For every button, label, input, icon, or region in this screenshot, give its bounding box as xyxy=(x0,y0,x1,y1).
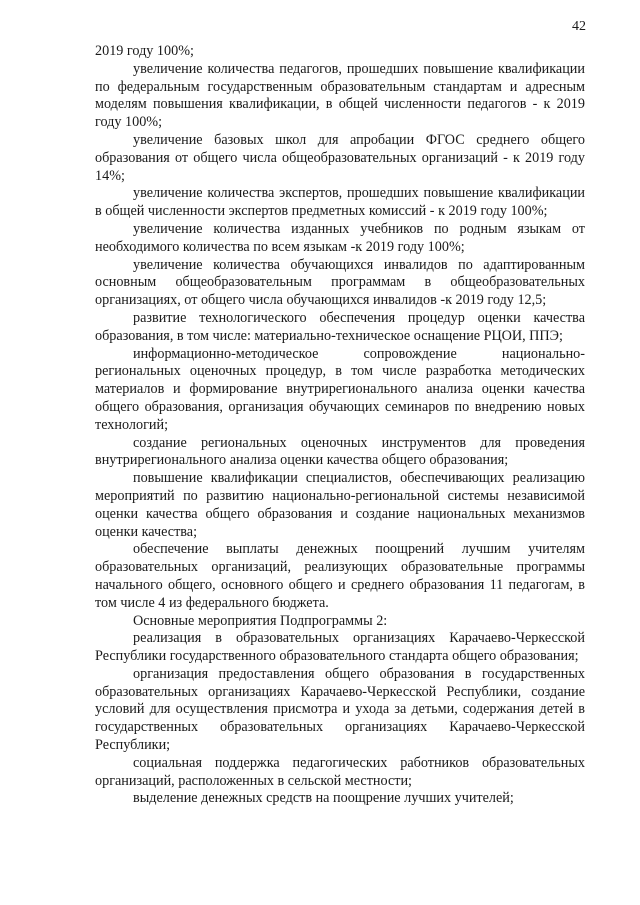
paragraph-textbooks: увеличение количества изданных учебников по родным языкам от необходимого количества по всем языкам -к 2019 году 100%; xyxy=(95,220,585,255)
paragraph-experts: увеличение количества экспертов, прошедших повышение квалификации в общей численности экспертов предметных комиссий - к 2019 году 100%; xyxy=(95,185,585,220)
section-heading-subprogram-2: Основные мероприятия Подпрограммы 2: xyxy=(133,612,388,629)
paragraph-teacher-awards: обеспечение выплаты денежных поощрений лучшим учителям образовательных организаций, реализующих образовательные программы начального общего, основного общего и среднего образования 11 педагогам, в том числе 4 из федерального бюджета. xyxy=(95,541,585,611)
paragraph-social-support: социальная поддержка педагогических работников образовательных организаций, расположенных в сельской местности; xyxy=(95,754,585,789)
paragraph-general-education: организация предоставления общего образования в государственных образовательных организациях Карачаево-Черкесской Республики, создание условий для осуществления присмотра и ухода за детьми, содержания детей в государственных образовательных организациях Карачаево-Черкесской Республики; xyxy=(95,665,585,754)
paragraph-funding: выделение денежных средств на поощрение лучших учителей; xyxy=(133,790,514,807)
paragraph-technology: развитие технологического обеспечения процедур оценки качества образования, в том числе: материально-техническое оснащение РЦОИ, ППЭ; xyxy=(95,309,585,344)
paragraph-continuation: 2019 году 100%; xyxy=(95,43,194,59)
paragraph-methodical-support: информационно-методическое сопровождение национально-региональных оценочных процедур, в том числе разработка методических материалов и формирование внутрирегионального анализа оценки качества общего образования, организация обучающих семинаров по внедрению новых технологий; xyxy=(95,345,585,433)
paragraph-regional-tools: создание региональных оценочных инструментов для проведения внутрирегионального анализа оценки качества общего образования; xyxy=(95,434,585,469)
paragraph-disabled-students: увеличение количества обучающихся инвалидов по адаптированным основным общеобразовательным программам в общеобразовательных организациях, от общего числа обучающихся инвалидов -к 2019 году 12,5; xyxy=(95,256,585,309)
paragraph-standard-implementation: реализация в образовательных организациях Карачаево-Черкесской Республики государственного образовательного стандарта общего образования; xyxy=(95,630,585,665)
page-number: 42 xyxy=(572,19,586,34)
paragraph-base-schools: увеличение базовых школ для апробации ФГОС среднего общего образования от общего числа общеобразовательных организаций - к 2019 году 14%; xyxy=(95,131,585,184)
paragraph-specialists: повышение квалификации специалистов, обеспечивающих реализацию мероприятий по развитию национально-региональной системы независимой оценки качества общего образования и создание национальных механизмов оценки качества; xyxy=(95,470,585,540)
document-body xyxy=(95,43,585,808)
paragraph-teacher-qualification: увеличение количества педагогов, прошедших повышение квалификации по федеральным государственным образовательным стандартам и адресным моделям повышения квалификации, в общей численности педагогов - к 2019 году 100%; xyxy=(95,60,585,131)
